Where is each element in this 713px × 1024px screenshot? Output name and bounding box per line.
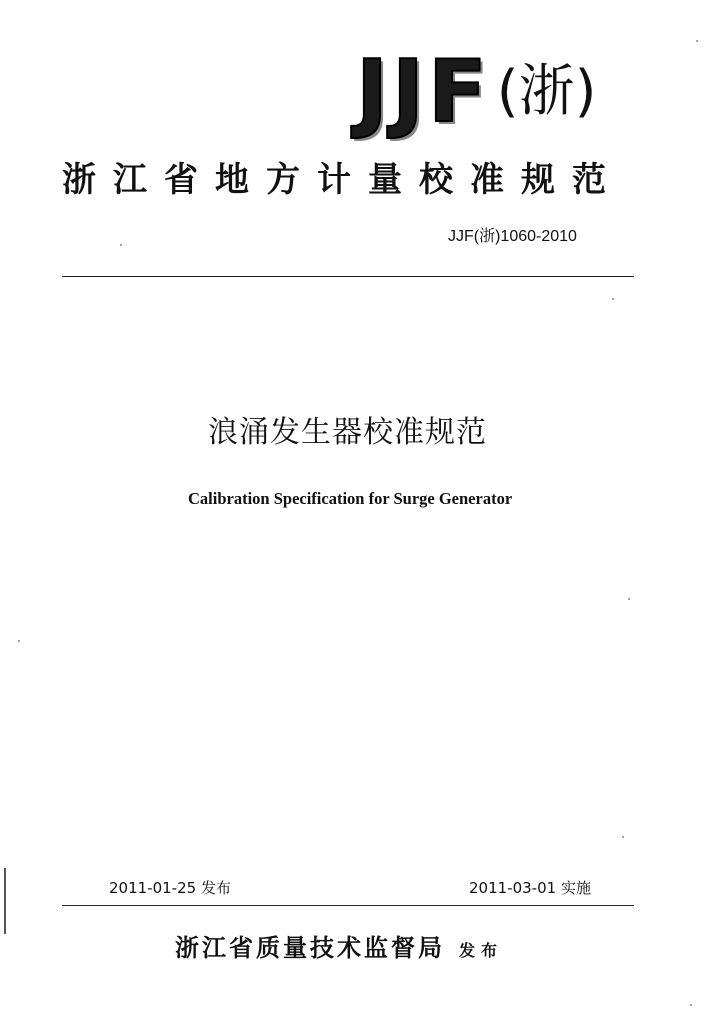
document-code: JJF(浙)1060-2010 — [448, 228, 577, 245]
bottom-divider — [62, 905, 634, 906]
scan-speck — [622, 836, 624, 838]
scan-edge-mark — [4, 868, 6, 934]
scan-speck — [628, 598, 630, 600]
logo-suffix: (浙) — [496, 59, 597, 124]
issue-date: 2011-01-25 发布 — [109, 879, 231, 897]
top-divider — [62, 276, 634, 277]
scan-speck — [120, 244, 122, 246]
document-title-chinese: 浪涌发生器校准规范 — [208, 415, 487, 450]
logo-letters: JJF — [356, 42, 491, 142]
document-title-english: Calibration Specification for Surge Generator — [188, 489, 513, 508]
scan-speck — [18, 640, 20, 642]
publisher-action: 发布 — [459, 941, 504, 960]
scan-speck — [690, 1004, 692, 1006]
scan-speck — [612, 298, 614, 300]
effective-date: 2011-03-01 实施 — [469, 879, 591, 897]
publisher-name: 浙江省质量技术监督局 — [175, 933, 445, 962]
jjf-logo — [356, 42, 597, 142]
org-title: 浙江省地方计量校准规范 — [62, 160, 623, 200]
scan-speck — [696, 40, 698, 42]
publisher-line — [175, 932, 503, 967]
